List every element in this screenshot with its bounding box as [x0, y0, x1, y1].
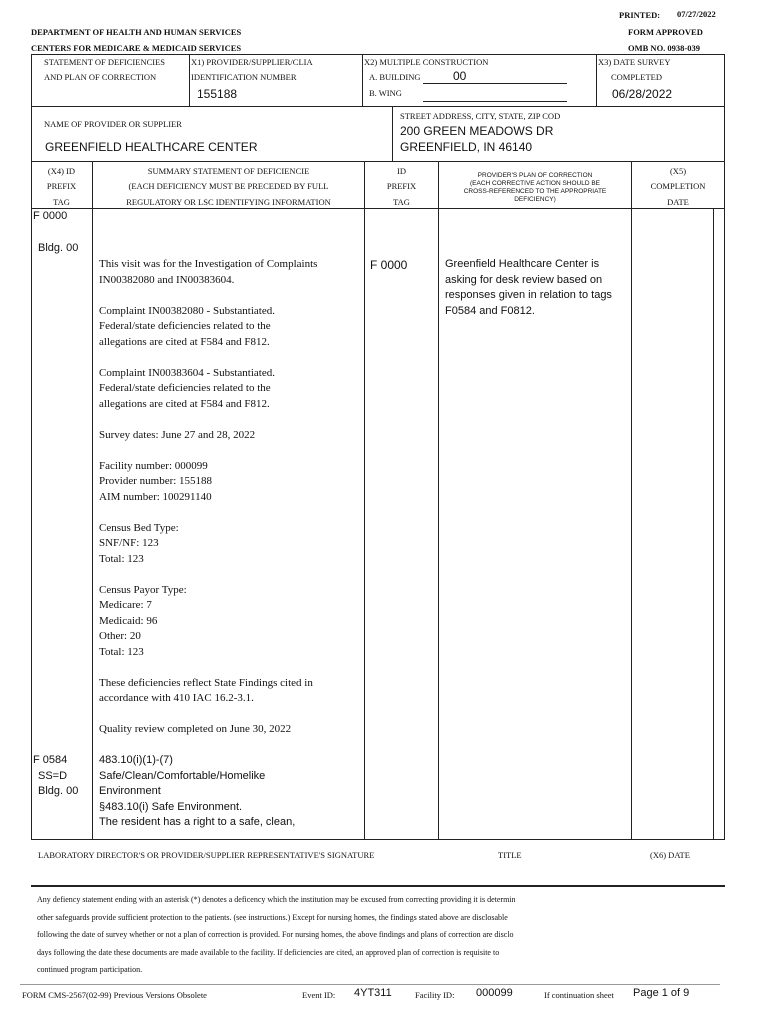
tag-f0000: F 0000 [33, 210, 68, 222]
x2-label: X2) MULTIPLE CONSTRUCTION [364, 57, 489, 67]
summary-line: Complaint IN00382080 - Substantiated. [99, 304, 275, 317]
summary-line: IN00382080 and IN00383604. [99, 273, 235, 286]
f0584-line: §483.10(i) Safe Environment. [99, 800, 243, 813]
summary-line: Other: 20 [99, 630, 141, 642]
summary-line: accordance with 410 IAC 16.2-3.1. [99, 692, 254, 704]
survey-date-value: 06/28/2022 [612, 87, 673, 101]
summary-line: Facility number: 000099 [99, 459, 208, 472]
summary-line: Total: 123 [99, 552, 144, 565]
summary-line: Complaint IN00383604 - Substantiated. [99, 366, 275, 379]
continuation-label: If continuation sheet [544, 990, 614, 1000]
summary-paragraph [99, 304, 317, 351]
page-number: Page 1 of 9 [633, 987, 690, 999]
x5-header-3: DATE [667, 197, 689, 207]
plan-of-correction [445, 257, 612, 319]
id-tag-f0000: F 0000 [370, 258, 408, 272]
id-header-1: ID [397, 166, 406, 176]
tag-f0584: F 0584 [33, 754, 68, 766]
summary-paragraph [99, 428, 317, 444]
poc-header-1: PROVIDER'S PLAN OF CORRECTION [477, 172, 593, 179]
poc-line: Greenfield Healthcare Center is [445, 258, 600, 270]
frame-top [31, 54, 725, 55]
col-divider-5 [713, 208, 714, 839]
summary-line: This visit was for the Investigation of Complaints [99, 258, 318, 270]
disclaimer-line: continued program participation. [37, 965, 143, 974]
f0584-statement [99, 753, 295, 831]
x5-header-1: (X5) [669, 166, 687, 176]
f0584-line: Environment [99, 785, 161, 797]
disclaimer [37, 891, 516, 979]
summary-line: allegations are cited at F584 and F812. [99, 335, 270, 348]
wing-label: B. WING [369, 88, 402, 98]
summary-line: SNF/NF: 123 [99, 537, 159, 549]
poc-line: responses given in relation to tags [445, 289, 612, 301]
event-id-value: 4YT311 [354, 987, 392, 999]
printed-date: 07/27/2022 [677, 9, 716, 19]
building-label: A. BUILDING [369, 72, 421, 82]
form-number: FORM CMS-2567(02-99) Previous Versions Obsolete [22, 990, 207, 1000]
summary-paragraph [99, 521, 317, 568]
summary-paragraph [99, 583, 317, 661]
provider-id-value: 155188 [197, 87, 238, 101]
id-header-2: PREFIX [386, 181, 417, 191]
row2-bottom [31, 161, 725, 162]
signature-label: LABORATORY DIRECTOR'S OR PROVIDER/SUPPLIER REPRESENTATIVE'S SIGNATURE [38, 850, 375, 860]
disclaimer-line: other safeguards provide sufficient protection to the patients. (see instructions.) Except for nursing homes, the findings stated above are disclosable [37, 912, 508, 922]
x4-header-2: PREFIX [46, 181, 77, 191]
summary-line: These deficiencies reflect State Findings cited in [99, 676, 313, 689]
wing-underline [423, 101, 567, 102]
building-value: 00 [453, 69, 467, 83]
tag-scope-severity: SS=D [38, 769, 68, 782]
summary-header-3: REGULATORY OR LSC IDENTIFYING INFORMATION [126, 197, 331, 207]
row1-bottom [31, 106, 725, 107]
facility-id-label: Facility ID: [415, 990, 455, 1000]
poc-header-3: CROSS-REFERENCED TO THE APPROPRIATE [463, 188, 607, 195]
summary-paragraph [99, 257, 317, 288]
poc-header-4: DEFICIENCY) [514, 196, 556, 203]
facility-id-value: 000099 [476, 987, 513, 999]
summary-line: Total: 123 [99, 645, 144, 658]
disclaimer-line: days following the date these documents are made available to the facility. If deficiencies are cited, an approved plan of correction is requisite to [37, 947, 500, 957]
poc-line: F0584 and F0812. [445, 304, 535, 317]
tag-bldg-00: Bldg. 00 [38, 242, 79, 254]
summary-line: Survey dates: June 27 and 28, 2022 [99, 428, 256, 441]
disclaimer-line: following the date of survey whether or not a plan of correction is provided. For nursing homes, the above findings and plans of correction are disclo [37, 930, 514, 939]
summary-line: allegations are cited at F584 and F812. [99, 397, 270, 410]
summary-paragraph [99, 676, 317, 707]
summary-line: Medicaid: 96 [99, 614, 158, 627]
building-underline [423, 83, 567, 84]
summary-header-2: (EACH DEFICIENCY MUST BE PRECEDED BY FULL [128, 181, 329, 191]
omb-number: OMB NO. 0938-039 [628, 43, 701, 53]
frame-right [724, 54, 725, 840]
tag-f0584-bldg: Bldg. 00 [38, 785, 79, 797]
x1-label-2: IDENTIFICATION NUMBER [191, 72, 297, 82]
centers-title: CENTERS FOR MEDICARE & MEDICAID SERVICES [31, 43, 242, 53]
summary-line: Federal/state deficiencies related to the [99, 320, 271, 332]
provider-name-value: GREENFIELD HEALTHCARE CENTER [45, 140, 258, 154]
summary-line: Quality review completed on June 30, 2022 [99, 723, 292, 735]
id-header-3: TAG [393, 197, 410, 207]
summary-line: AIM number: 100291140 [99, 490, 212, 503]
poc-line: asking for desk review based on [445, 273, 603, 286]
summary-statement [99, 257, 317, 753]
event-id-label: Event ID: [302, 990, 336, 1000]
x6-date-label: (X6) DATE [650, 850, 690, 860]
row1-divider-3 [596, 54, 597, 106]
x1-label-1: X1) PROVIDER/SUPPLIER/CLIA [191, 57, 313, 67]
address-line-1: 200 GREEN MEADOWS DR [400, 124, 554, 138]
summary-paragraph [99, 459, 317, 506]
x4-header-3: TAG [53, 197, 70, 207]
poc-header-2: (EACH CORRECTIVE ACTION SHOULD BE [469, 180, 601, 187]
f0584-line: Safe/Clean/Comfortable/Homelike [99, 769, 266, 782]
statement-label-2: AND PLAN OF CORRECTION [44, 72, 157, 82]
summary-line: Medicare: 7 [99, 599, 152, 611]
address-line-2: GREENFIELD, IN 46140 [400, 140, 533, 154]
row1-divider-2 [362, 54, 363, 106]
provider-name-label: NAME OF PROVIDER OR SUPPLIER [44, 119, 182, 129]
x5-header-2: COMPLETION [650, 181, 706, 191]
col-divider-2 [364, 161, 365, 839]
footer-rule [20, 984, 720, 985]
f0584-line: 483.10(i)(1)-(7) [99, 754, 173, 766]
title-label: TITLE [498, 850, 522, 860]
statement-label-1: STATEMENT OF DEFICIENCIES [44, 57, 166, 67]
col-divider-3 [438, 161, 439, 839]
frame-bottom [31, 839, 725, 840]
summary-paragraph [99, 722, 317, 738]
printed-label: PRINTED: [619, 10, 661, 20]
summary-line: Federal/state deficiencies related to the [99, 382, 271, 394]
col-divider-4 [631, 161, 632, 839]
x3-label-2: COMPLETED [611, 72, 662, 82]
disclaimer-line: Any defiency statement ending with an asterisk (*) denotes a deficency which the institution may be excused from correcting providing it is determin [37, 895, 516, 904]
x3-label-1: X3) DATE SURVEY [598, 57, 671, 67]
tag-f0584-block [33, 753, 78, 800]
col-divider-1 [92, 161, 93, 839]
summary-line: Census Bed Type: [99, 521, 179, 534]
f0584-line: The resident has a right to a safe, clean, [99, 816, 296, 828]
summary-line: Census Payor Type: [99, 583, 187, 596]
signature-rule [31, 885, 725, 887]
column-header-bottom [31, 208, 725, 209]
row1-divider-1 [189, 54, 190, 106]
department-title: DEPARTMENT OF HEALTH AND HUMAN SERVICES [31, 27, 242, 37]
summary-line: Provider number: 155188 [99, 475, 213, 487]
form-approved: FORM APPROVED [628, 27, 703, 37]
row2-divider [392, 106, 393, 161]
summary-header-1: SUMMARY STATEMENT OF DEFICIENCIE [147, 166, 310, 176]
summary-paragraph [99, 366, 317, 413]
address-label: STREET ADDRESS, CITY, STATE, ZIP COD [400, 111, 561, 121]
x4-header-1: (X4) ID [47, 166, 76, 176]
